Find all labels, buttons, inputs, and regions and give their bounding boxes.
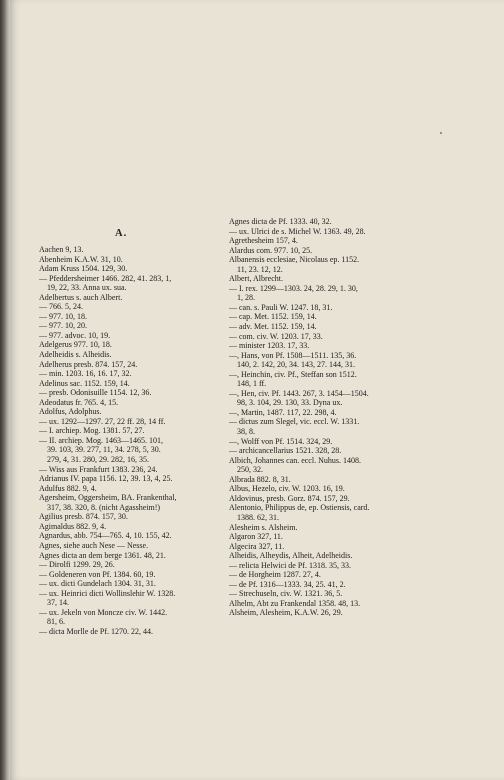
index-entry-line: Adelgerus 977. 10, 18. — [39, 340, 112, 350]
index-entry-line: — archicancellarius 1521. 328, 28. — [229, 446, 342, 456]
index-entry-line: —, Martin, 1487. 117, 22. 298, 4. — [229, 407, 337, 417]
index-entry-line: Adrianus IV. papa 1156. 12, 39. 13, 4, 25. — [39, 474, 173, 484]
index-entry-line: Adelbertus s. auch Albert. — [39, 292, 123, 302]
index-entry-line: 1388. 62, 31. — [237, 512, 279, 522]
index-entry-line: 250, 32. — [237, 465, 263, 475]
index-entry-line: Agnes, siehe auch Nese — Nesse. — [39, 540, 149, 550]
index-entry-line: — ux. dicti Gundelach 1304. 31, 31. — [39, 579, 156, 589]
index-entry-line: Alesheim s. Alsheim. — [229, 522, 298, 532]
index-entry-line: Aachen 9, 13. — [39, 245, 84, 254]
index-entry-line: — dictus zum Slegel, vic. eccl. W. 1331. — [229, 417, 360, 427]
index-entry-line: 279, 4, 31. 280, 29. 282, 16, 35. — [47, 455, 149, 465]
index-entry-line: — Pfeddersheimer 1466. 282, 41. 283, 1, — [39, 273, 172, 283]
index-entry-line: —, Wolff von Pf. 1514. 324, 29. — [229, 436, 333, 446]
index-entry-line: — Goldeneren von Pf. 1384. 60, 19. — [39, 569, 156, 579]
index-column-right — [229, 217, 425, 618]
index-entry-line: Algaron 327, 11. — [229, 532, 283, 542]
index-entry-line: — com. civ. W. 1203. 17, 33. — [229, 331, 323, 341]
index-column-left — [39, 245, 229, 636]
index-entry-line: Agrethesheim 157, 4. — [229, 236, 298, 246]
book-binding — [0, 0, 10, 780]
index-entry-line: Albanensis ecclesiae, Nicolaus ep. 1152. — [229, 255, 360, 265]
index-entry-line: 148, 1 ff. — [237, 379, 267, 389]
index-entry-line: 19, 22, 33. Anna ux. sua. — [47, 283, 127, 293]
index-entry-line: Agilius presb. 874. 157, 30. — [39, 512, 128, 522]
index-entry-line: Alentonio, Philippus de, ep. Ostiensis, card. — [229, 503, 370, 513]
index-entry-line: Adulfus 882. 9, 4. — [39, 483, 97, 493]
index-entry-line: 39. 103, 39. 277, 11, 34. 278, 5, 30. — [47, 445, 161, 455]
index-entry-line: — Wiss aus Frankfurt 1383. 236, 24. — [39, 464, 158, 474]
index-entry-line: — ux. 1292—1297. 27, 22 ff. 28, 14 ff. — [39, 416, 166, 426]
index-entry-line: Albus, Hezelo, civ. W. 1203. 16, 19. — [229, 484, 345, 494]
index-entry-line: —, Hen, civ. Pf. 1443. 267, 3. 1454—1504. — [229, 388, 369, 398]
index-entry-line: Alsheim, Alesheim, K.A.W. 26, 29. — [229, 608, 343, 618]
index-entry-line: — relicta Helwici de Pf. 1318. 35, 33. — [229, 560, 351, 570]
index-entry-line: — 977. advoc. 10, 19. — [39, 330, 111, 340]
index-entry-line: Adelheidis s. Alheidis. — [39, 350, 112, 360]
index-entry-line: 38, 8. — [237, 427, 255, 437]
index-entry-line: — ux. Jekeln von Moncze civ. W. 1442. — [39, 607, 168, 617]
index-entry-line: Agersheim, Oggersheim, BA. Frankenthal, — [39, 493, 177, 503]
index-entry-line: Alardus com. 977. 10, 25. — [229, 245, 313, 255]
index-entry-line: 37, 14. — [47, 598, 69, 608]
index-entry-line: 81, 6. — [47, 617, 65, 627]
index-entry-line: — 977. 10, 18. — [39, 311, 87, 321]
index-entry-line: — 977. 10, 20. — [39, 321, 87, 331]
index-entry-line: — ux. Ulrici de s. Michel W. 1363. 49, 28. — [229, 226, 366, 236]
index-entry-line: Agnardus, abb. 754—765. 4, 10. 155, 42. — [39, 531, 172, 541]
index-entry-line: — Dirolfi 1299. 29, 26. — [39, 560, 115, 570]
index-entry-line: — ux. Heinrici dicti Wollinslehir W. 1328. — [39, 588, 176, 598]
index-entry-line: 11, 23. 12, 12. — [237, 264, 283, 274]
index-entry-line: —, Hans, von Pf. 1508—1511. 135, 36. — [229, 350, 357, 360]
index-entry-line: Albrada 882. 8, 31. — [229, 474, 291, 484]
index-entry-line: Alheidis, Alheydis, Alheit, Adelheidis. — [229, 551, 353, 561]
index-entry-line: 98, 3. 104, 29. 130, 33. Dyna ux. — [237, 398, 343, 408]
index-entry-line: Adelinus sac. 1152. 159, 14. — [39, 378, 130, 388]
index-entry-line: — II. archiep. Mog. 1463—1465. 101, — [39, 435, 163, 445]
index-entry-line: — I. archiep. Mog. 1381. 57, 27. — [39, 426, 145, 436]
index-entry-line: Algecira 327, 11. — [229, 541, 285, 551]
index-entry-line: Adolfus, Adolphus. — [39, 407, 102, 417]
index-entry-line: Adam Kruss 1504. 129, 30. — [39, 264, 128, 274]
index-entry-line: — I. rex. 1299—1303. 24, 28. 29, 1. 30, — [229, 283, 358, 293]
index-entry-line: — 766. 5, 24. — [39, 302, 83, 312]
paper-speck — [440, 132, 442, 134]
index-entry-line: Agnes dicta an dem berge 1361. 48, 21. — [39, 550, 166, 560]
index-entry-line: — minister 1203. 17, 33. — [229, 341, 310, 351]
index-entry-line: — min. 1203. 16, 16. 17, 32. — [39, 369, 132, 379]
section-heading: A. — [115, 228, 128, 239]
index-entry-line: Adeodatus fr. 765. 4, 15. — [39, 397, 119, 407]
index-entry-line: — de Pf. 1316—1333. 34, 25. 41, 2. — [229, 579, 346, 589]
index-entry-line: Aldovinus, presb. Gorz. 874. 157, 29. — [229, 493, 350, 503]
index-entry-line: — presb. Odonisuille 1154. 12, 36. — [39, 388, 152, 398]
index-entry-line: — de Horgheim 1287. 27, 4. — [229, 570, 321, 580]
index-entry-line: Alhelm, Abt zu Frankendal 1358. 48, 13. — [229, 598, 361, 608]
index-entry-line: — dicta Morlle de Pf. 1270. 22, 44. — [39, 626, 153, 636]
index-entry-line: 1, 28. — [237, 293, 255, 303]
index-entry-line: Albich, Johannes can. eccl. Nuhus. 1408. — [229, 455, 361, 465]
index-entry-line: — can. s. Pauli W. 1247. 18, 31. — [229, 302, 333, 312]
index-entry-line: Adelherus presb. 874. 157, 24. — [39, 359, 138, 369]
index-entry-line: Agnes dicta de Pf. 1333. 40, 32. — [229, 217, 332, 226]
index-entry-line: Agimaldus 882. 9, 4. — [39, 521, 107, 531]
index-entry-line: — adv. Met. 1152. 159, 14. — [229, 322, 317, 332]
index-entry-line: Abenheim K.A.W. 31, 10. — [39, 254, 123, 264]
index-entry-line: — Strechuseln, civ. W. 1321. 36, 5. — [229, 589, 343, 599]
index-entry-line: — cap. Met. 1152. 159, 14. — [229, 312, 317, 322]
index-entry-line: —, Heinchin, civ. Pf., Steffan son 1512. — [229, 369, 357, 379]
index-entry-line: 317, 38. 320, 8. (nicht Agassheim!) — [47, 502, 161, 512]
index-entry-line: 140, 2. 142, 20, 34. 143, 27. 144, 31. — [237, 360, 355, 370]
index-entry-line: Albert, Albrecht. — [229, 274, 283, 284]
